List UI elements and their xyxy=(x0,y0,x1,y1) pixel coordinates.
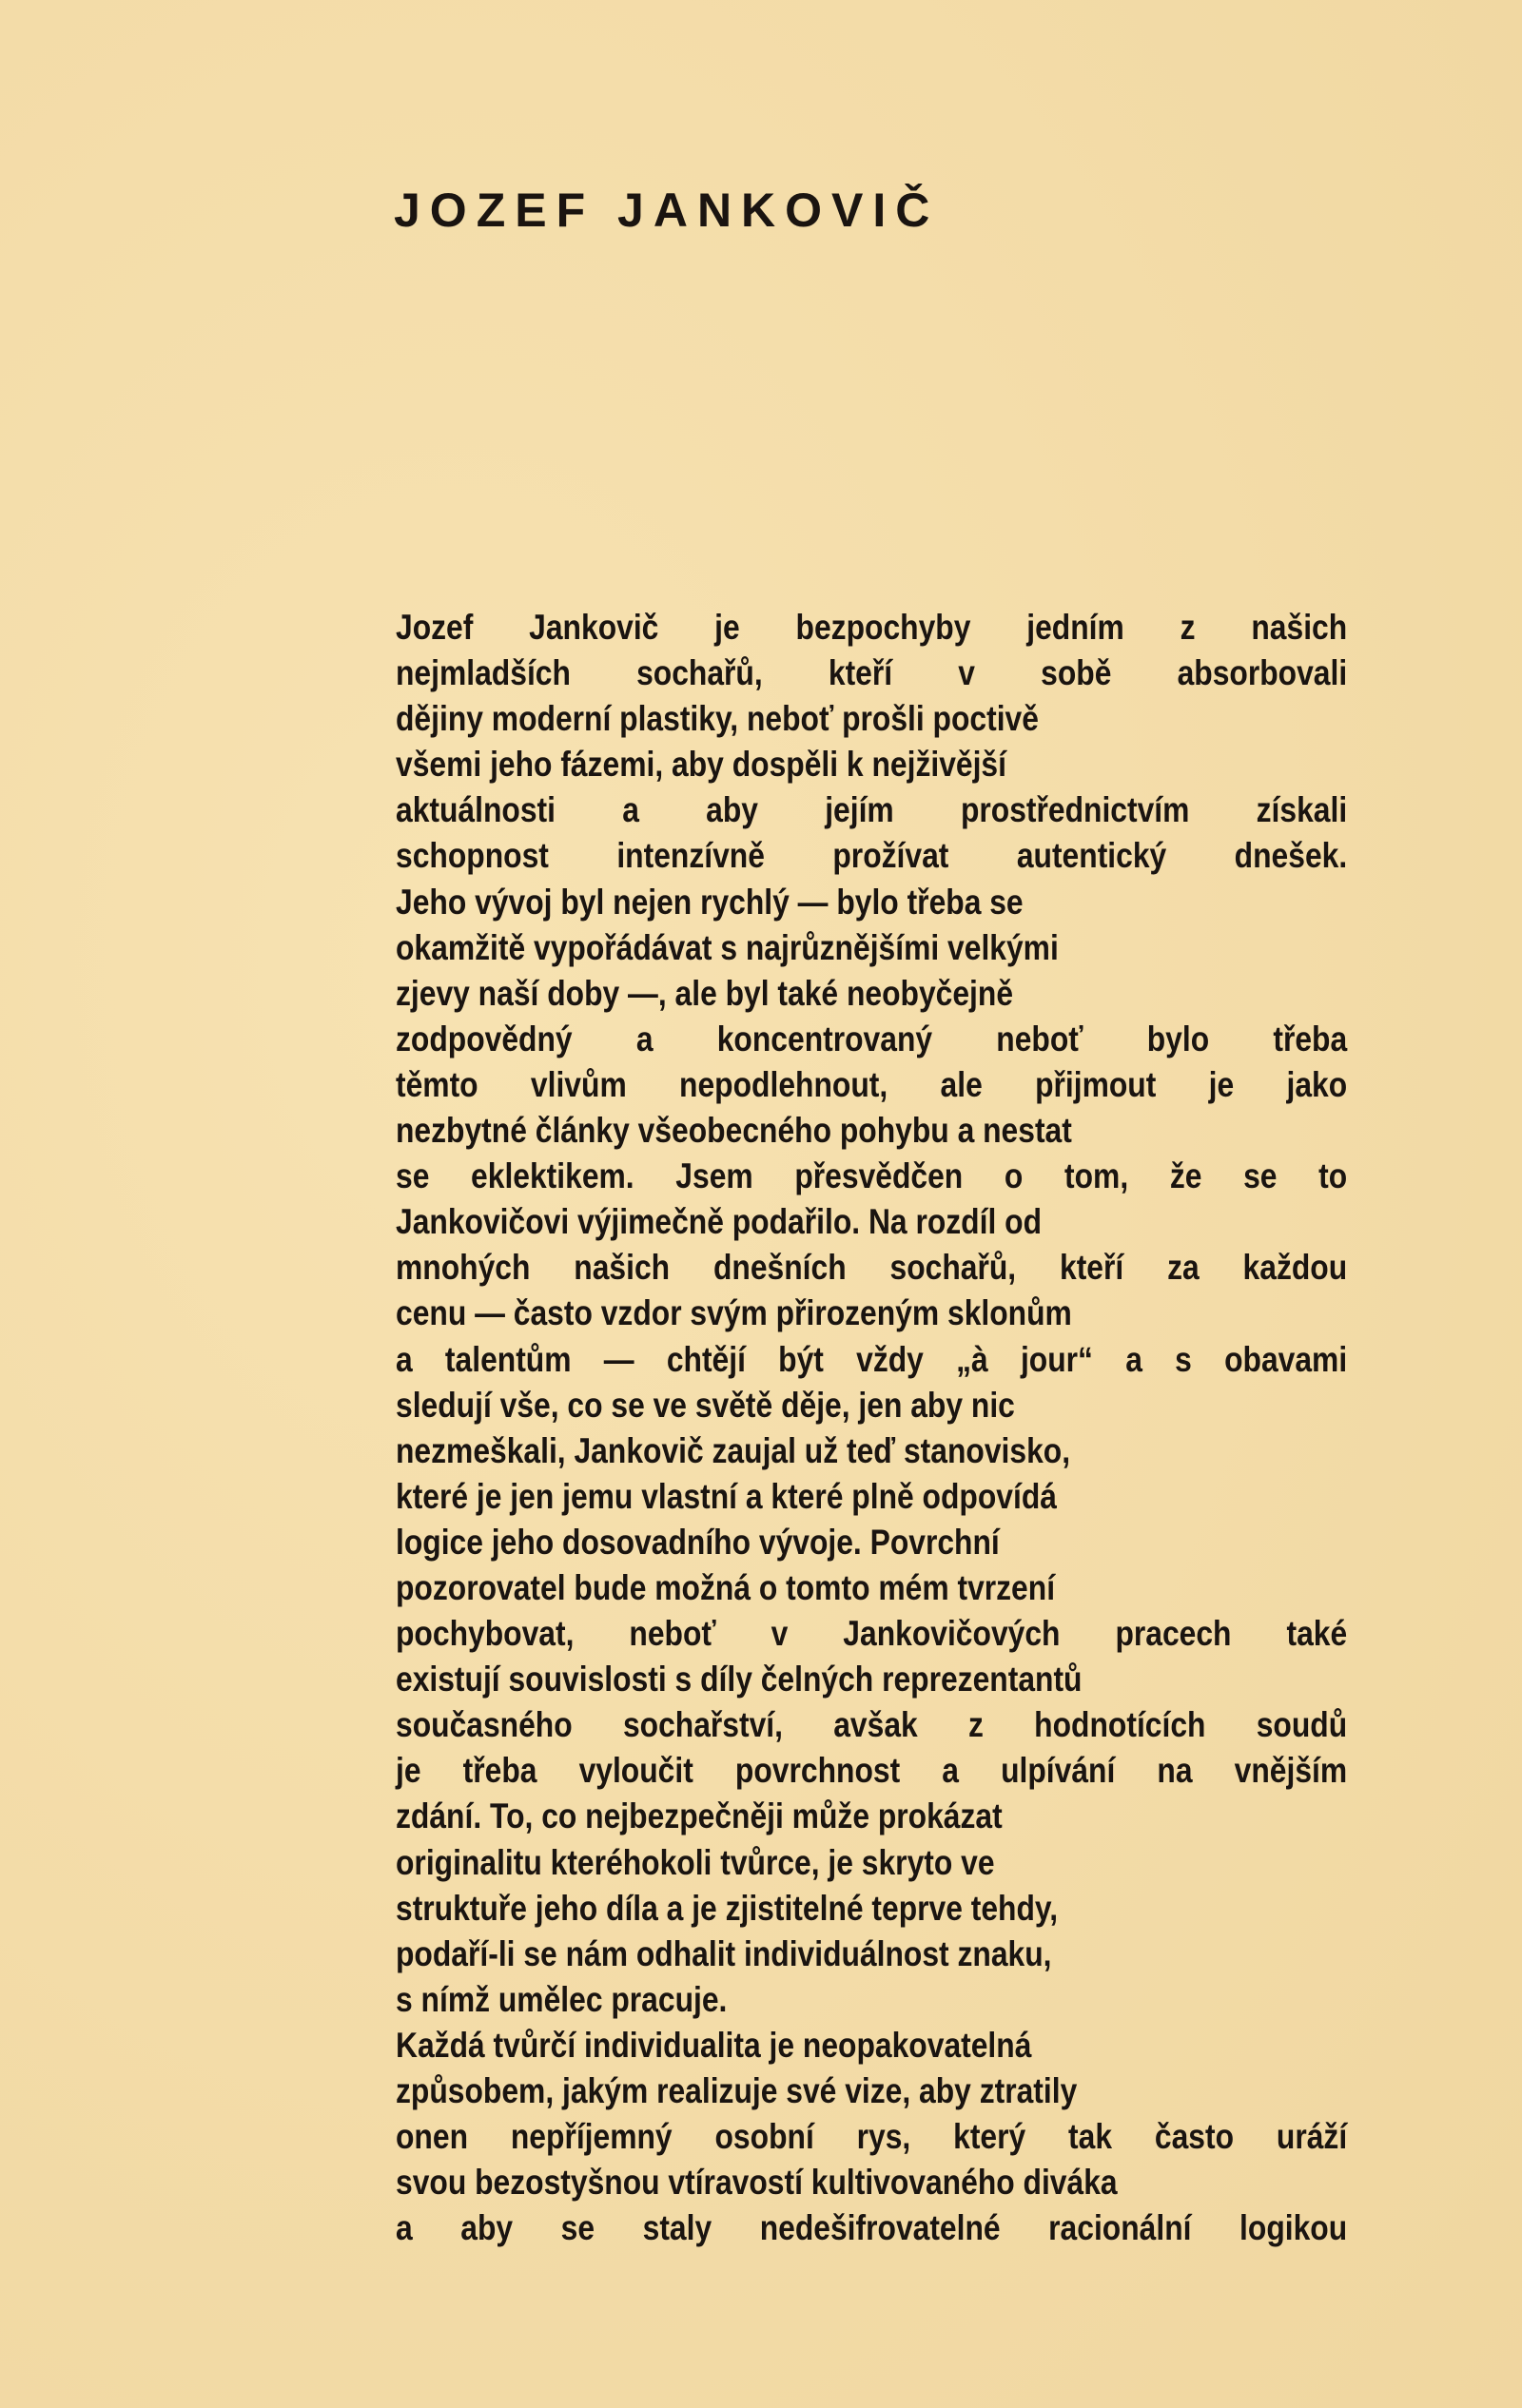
text-line: cenu — často vzdor svým přirozeným sklonům xyxy=(396,1293,1072,1333)
text-line: nejmladších sochařů, kteří v sobě absorbovali xyxy=(396,653,1348,693)
text-line: se eklektikem. Jsem přesvědčen o tom, že se to xyxy=(396,1156,1348,1196)
text-line: zjevy naší doby —, ale byl také neobyčejně xyxy=(396,973,1014,1013)
text-line: zodpovědný a koncentrovaný neboť bylo třeba xyxy=(396,1019,1348,1058)
text-line: a aby se staly nedešifrovatelné racionální logikou xyxy=(396,2208,1348,2248)
page-title: JOZEF JANKOVIČ xyxy=(394,184,940,237)
text-line: aktuálnosti a aby jejím prostřednictvím získali xyxy=(396,790,1348,830)
text-line: originalitu kteréhokoli tvůrce, je skryto ve xyxy=(396,1842,995,1882)
text-line: je třeba vyloučit povrchnost a ulpívání na vnějším xyxy=(396,1751,1348,1791)
text-line: Jankovičovi výjimečně podařilo. Na rozdíl od xyxy=(396,1202,1043,1242)
text-line: struktuře jeho díla a je zjistitelné teprve tehdy, xyxy=(396,1888,1059,1928)
text-line: všemi jeho fázemi, aby dospěli k nejživější xyxy=(396,745,1006,785)
text-line: a talentům — chtějí být vždy „à jour“ a s obavami xyxy=(396,1339,1348,1379)
text-line: onen nepříjemný osobní rys, který tak často uráží xyxy=(396,2117,1348,2157)
text-line: zdání. To, co nejbezpečněji může prokázat xyxy=(396,1796,1003,1836)
text-line: Každá tvůrčí individualita je neopakovatelná xyxy=(396,2025,1032,2065)
text-line: svou bezostyšnou vtíravostí kultivovaného diváka xyxy=(396,2163,1118,2203)
text-line: logice jeho dosovadního vývoje. Povrchní xyxy=(396,1522,1000,1562)
text-line: schopnost intenzívně prožívat autentický dnešek. xyxy=(396,836,1348,876)
text-line: pozorovatel bude možná o tomto mém tvrzení xyxy=(396,1567,1056,1607)
text-line: nezmeškali, Jankovič zaujal už teď stanovisko, xyxy=(396,1430,1071,1470)
text-line: pochybovat, neboť v Jankovičových pracech také xyxy=(396,1614,1348,1654)
text-line: mnohých našich dnešních sochařů, kteří za každou xyxy=(396,1248,1348,1288)
text-line: současného sochařství, avšak z hodnotících soudů xyxy=(396,1705,1348,1745)
text-line: způsobem, jakým realizuje své vize, aby ztratily xyxy=(396,2071,1078,2110)
text-line: s nímž umělec pracuje. xyxy=(396,1979,728,2019)
text-line: podaří-li se nám odhalit individuálnost znaku, xyxy=(396,1933,1052,1973)
text-line: dějiny moderní plastiky, neboť prošli poctivě xyxy=(396,699,1039,739)
body-text xyxy=(396,605,1347,2251)
text-line: nezbytné články všeobecného pohybu a nestat xyxy=(396,1111,1072,1151)
text-line: které je jen jemu vlastní a které plně odpovídá xyxy=(396,1476,1057,1516)
text-line: těmto vlivům nepodlehnout, ale přijmout je jako xyxy=(396,1064,1348,1104)
text-line: okamžitě vypořádávat s najrůznějšími velkými xyxy=(396,927,1059,967)
text-line: Jeho vývoj byl nejen rychlý — bylo třeba se xyxy=(396,882,1024,922)
text-line: existují souvislosti s díly čelných reprezentantů xyxy=(396,1660,1083,1699)
text-line: Jozef Jankovič je bezpochyby jedním z našich xyxy=(396,608,1348,647)
text-line: sledují vše, co se ve světě děje, jen aby nic xyxy=(396,1385,1015,1425)
